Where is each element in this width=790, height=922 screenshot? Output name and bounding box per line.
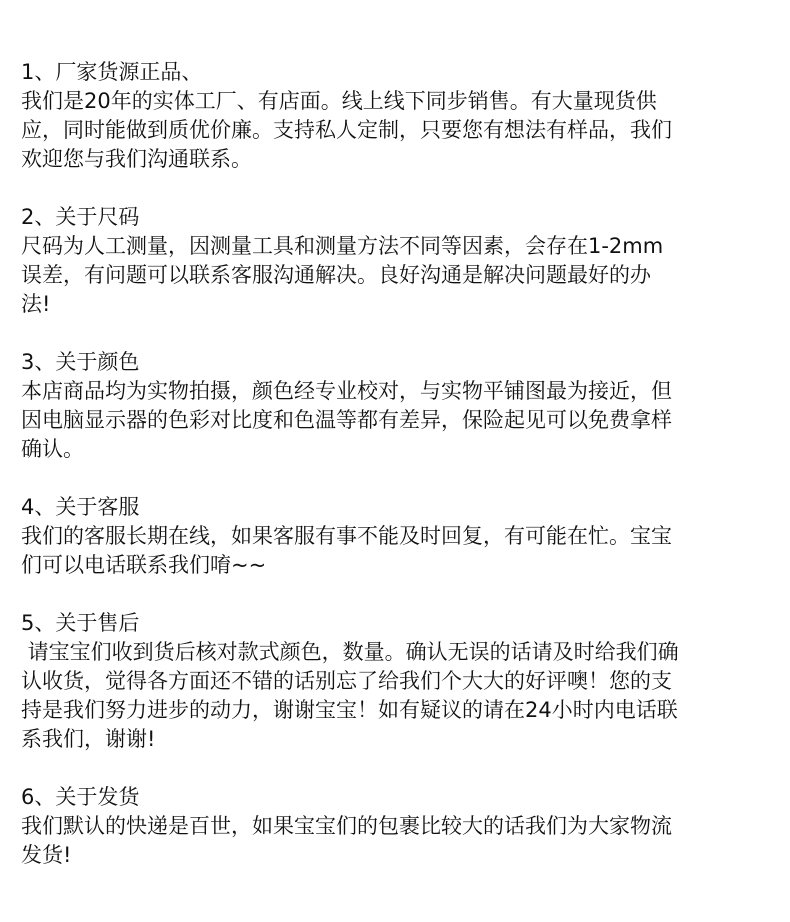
- paragraph-line: 我们是20年的实体工厂、有店面。线上线下同步销售。有大量现货供: [21, 89, 657, 113]
- section-heading: 5、关于售后: [21, 611, 140, 635]
- section-heading: 2、关于尺码: [21, 205, 140, 229]
- section-authentic-source: [21, 58, 773, 174]
- paragraph-line: 我们的客服长期在线，如果客服有事不能及时回复，有可能在忙。宝宝: [21, 524, 672, 548]
- paragraph-line: 们可以电话联系我们唷~~: [21, 553, 267, 577]
- paragraph-line: 因电脑显示器的色彩对比度和色温等都有差异，保险起见可以免费拿样: [21, 408, 672, 432]
- section-heading: 1、厂家货源正品、: [21, 60, 203, 84]
- notice-document: [21, 58, 773, 899]
- section-after-sales: [21, 609, 773, 754]
- paragraph-line: 尺码为人工测量，因测量工具和测量方法不同等因素，会存在1-2mm: [21, 234, 664, 258]
- section-customer-service: [21, 493, 773, 580]
- section-heading: 3、关于颜色: [21, 350, 140, 374]
- paragraph-line: 持是我们努力进步的动力，谢谢宝宝！如有疑议的请在24小时内电话联: [21, 698, 678, 722]
- paragraph-line: 本店商品均为实物拍摄，颜色经专业校对，与实物平铺图最为接近，但: [21, 379, 672, 403]
- paragraph-line: 误差，有问题可以联系客服沟通解决。良好沟通是解决问题最好的办: [21, 263, 651, 287]
- paragraph-line: 请宝宝们收到货后核对款式颜色，数量。确认无误的话请及时给我们确: [21, 640, 679, 664]
- paragraph-line: 发货!: [21, 843, 72, 867]
- paragraph-line: 确认。: [21, 437, 84, 461]
- section-shipping: [21, 783, 773, 870]
- paragraph-line: 法!: [21, 292, 51, 316]
- section-color: [21, 348, 773, 464]
- section-heading: 6、关于发货: [21, 785, 140, 809]
- paragraph-line: 欢迎您与我们沟通联系。: [21, 147, 252, 171]
- paragraph-line: 我们默认的快递是百世，如果宝宝们的包裹比较大的话我们为大家物流: [21, 814, 672, 838]
- paragraph-line: 应，同时能做到质优价廉。支持私人定制，只要您有想法有样品，我们: [21, 118, 672, 142]
- section-heading: 4、关于客服: [21, 495, 140, 519]
- paragraph-line: 认收货，觉得各方面还不错的话别忘了给我们个大大的好评噢！您的支: [21, 669, 672, 693]
- paragraph-line: 系我们，谢谢!: [21, 727, 156, 751]
- section-sizing: [21, 203, 773, 319]
